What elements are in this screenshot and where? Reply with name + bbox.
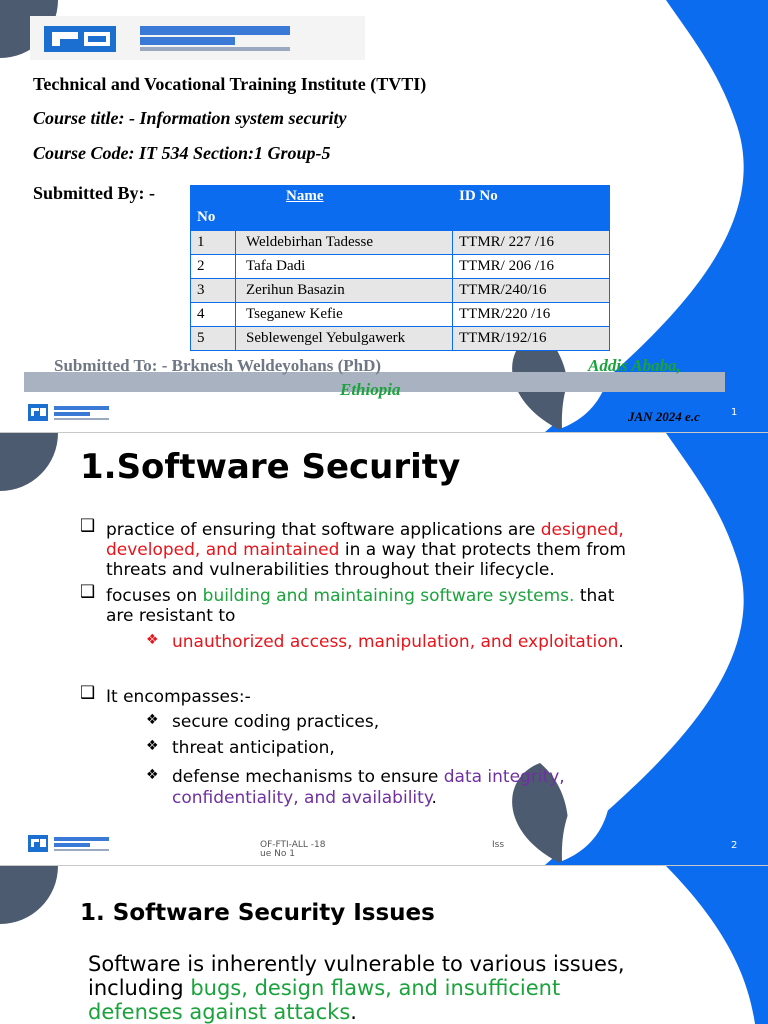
bullet-text: that: [574, 586, 615, 606]
cell-id: TTMR/240/16: [453, 279, 610, 303]
square-bullet-icon: ❑: [80, 516, 96, 536]
members-table: [190, 185, 610, 351]
header-no: No: [191, 186, 236, 231]
location-city: Addis Ababa,: [588, 356, 681, 375]
highlight-green: building and maintaining software systems.: [202, 586, 575, 606]
cell-no: 4: [191, 303, 236, 327]
tvti-logo: [30, 16, 365, 60]
slide-3: [0, 866, 768, 1024]
slide-1: [0, 0, 768, 432]
cell-no: 2: [191, 255, 236, 279]
slide-title: 1.Software Security: [80, 447, 461, 487]
bullet-software-security-definition: [80, 516, 706, 580]
cell-id: TTMR/ 227 /16: [453, 231, 610, 255]
highlight-green: bugs, design flaws, and insufficient: [190, 976, 561, 1000]
header-id: ID No: [453, 186, 610, 231]
location-country: Ethiopia: [340, 380, 401, 399]
table-row: [191, 303, 610, 327]
table-row: [191, 255, 610, 279]
cell-id: TTMR/192/16: [453, 327, 610, 351]
slide-paragraph: [88, 952, 625, 1024]
bullet-text: in a way that protects them from: [339, 540, 626, 560]
diamond-bullet-icon: ❖: [146, 738, 159, 754]
bullet-text: threats and vulnerabilities throughout their lifecycle.: [106, 560, 555, 580]
footer-iss: Iss: [492, 840, 505, 850]
diamond-bullet-icon: ❖: [146, 712, 159, 728]
page-number: 2: [731, 840, 738, 851]
course-code: Course Code: IT 534 Section:1 Group-5: [33, 143, 331, 163]
table-row: [191, 327, 610, 351]
course-title: Course title: - Information system security: [33, 108, 347, 128]
sub-bullet-unauthorized: [146, 632, 624, 653]
bullet-focus: [80, 582, 706, 626]
cell-no: 1: [191, 231, 236, 255]
tvti-logo-small: [28, 833, 114, 855]
cell-name: Seblewengel Yebulgawerk: [236, 327, 453, 351]
table-row: [191, 231, 610, 255]
highlight-red: unauthorized access, manipulation, and exploitation: [172, 632, 619, 652]
slide-2: [0, 433, 768, 865]
submitted-by-label: Submitted By: -: [33, 183, 156, 203]
sub-bullet-text: defense mechanisms to ensure: [172, 767, 444, 787]
sub-bullet-text: secure coding practices,: [172, 712, 380, 732]
header-name: Name: [236, 186, 453, 231]
paragraph-text: Software is inherently vulnerable to various issues,: [88, 952, 625, 976]
footer-issue: ue No 1: [260, 849, 295, 859]
page-number: 1: [731, 407, 738, 418]
highlight-red: developed, and maintained: [106, 540, 340, 560]
tvti-logo-small: [28, 402, 114, 424]
bullet-text: practice of ensuring that software applications are: [106, 520, 541, 540]
submitted-to: Submitted To: - Brknesh Weldeyohans (PhD): [54, 356, 382, 375]
institute-name: Technical and Vocational Training Institute (TVTI): [33, 74, 427, 94]
highlight-red: designed,: [540, 520, 624, 540]
square-bullet-icon: ❑: [80, 683, 96, 703]
diamond-bullet-icon: ❖: [146, 767, 159, 783]
cell-no: 5: [191, 327, 236, 351]
table-header-row: [191, 186, 610, 231]
table-row: [191, 279, 610, 303]
bullet-text: focuses on: [106, 586, 203, 606]
cell-name: Tseganew Kefie: [236, 303, 453, 327]
bullet-text: are resistant to: [106, 606, 236, 626]
sub-bullet-defense: [146, 767, 652, 809]
highlight-green: defenses against attacks: [88, 1000, 351, 1024]
highlight-purple: confidentiality, and availability: [172, 788, 432, 808]
bullet-encompasses: [80, 683, 706, 707]
highlight-purple: data integrity,: [443, 767, 565, 787]
cell-no: 3: [191, 279, 236, 303]
square-bullet-icon: ❑: [80, 582, 96, 602]
submission-date: JAN 2024 e.c: [628, 409, 700, 424]
paragraph-text: including: [88, 976, 191, 1000]
diamond-bullet-icon: ❖: [146, 632, 159, 648]
cell-name: Tafa Dadi: [236, 255, 453, 279]
sub-bullet-threat: [146, 738, 335, 759]
slide-title: 1. Software Security Issues: [80, 900, 435, 926]
cell-id: TTMR/220 /16: [453, 303, 610, 327]
footer-doc-code: OF-FTI-ALL -18: [260, 840, 326, 850]
sub-bullet-coding: [146, 712, 380, 733]
bullet-text: It encompasses:-: [106, 687, 251, 707]
cell-id: TTMR/ 206 /16: [453, 255, 610, 279]
punctuation: .: [350, 1000, 357, 1024]
sub-bullet-text: threat anticipation,: [172, 738, 335, 758]
punctuation: .: [431, 788, 437, 808]
cell-name: Weldebirhan Tadesse: [236, 231, 453, 255]
cell-name: Zerihun Basazin: [236, 279, 453, 303]
punctuation: .: [618, 632, 624, 652]
